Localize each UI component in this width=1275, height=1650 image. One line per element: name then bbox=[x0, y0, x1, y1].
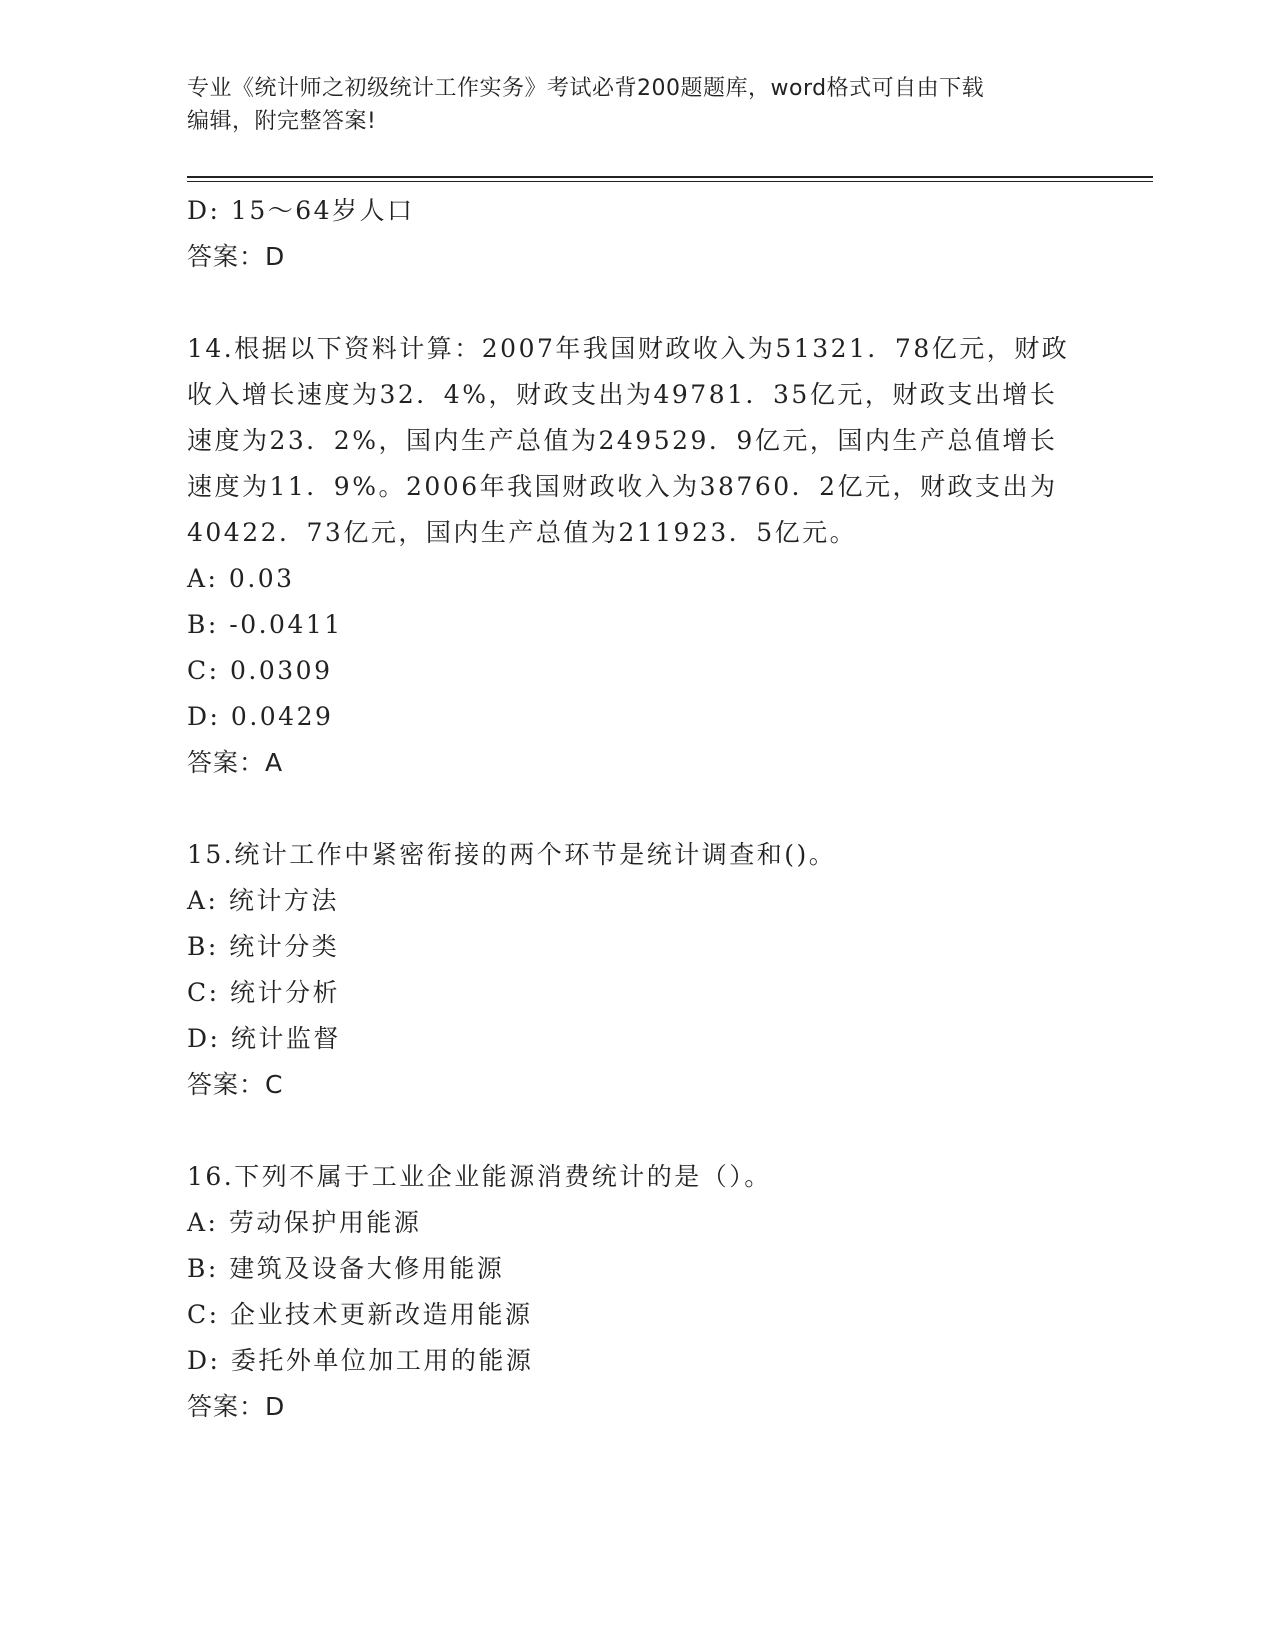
question-14 bbox=[187, 326, 1087, 786]
question-stem-line: 15.统计工作中紧密衔接的两个环节是统计调查和()。 bbox=[187, 840, 837, 869]
question-list bbox=[187, 188, 1087, 1430]
answer: 答案：A bbox=[187, 748, 284, 777]
question-stem-line: 40422．73亿元，国内生产总值为211923．5亿元。 bbox=[187, 518, 858, 547]
question-stem-line: 速度为23．2%，国内生产总值为249529．9亿元，国内生产总值增长 bbox=[187, 426, 1058, 455]
question-stem-line: 14.根据以下资料计算：2007年我国财政收入为51321．78亿元，财政 bbox=[187, 334, 1070, 363]
header-line-1: 专业《统计师之初级统计工作实务》考试必背200题题库，word格式可自由下载 bbox=[187, 76, 985, 101]
header-line-2: 编辑，附完整答案! bbox=[187, 109, 377, 134]
header-divider-thin bbox=[187, 181, 1153, 182]
option-a: A: 0.03 bbox=[187, 564, 295, 593]
header-divider-thick bbox=[187, 176, 1153, 178]
question-stem-line: 速度为11．9%。2006年我国财政收入为38760．2亿元，财政支出为 bbox=[187, 472, 1058, 501]
option-d: D: 0.0429 bbox=[187, 702, 334, 731]
option-b: B: 统计分类 bbox=[187, 932, 340, 961]
option-a: A: 统计方法 bbox=[187, 886, 339, 915]
spacer bbox=[187, 1108, 1087, 1154]
spacer bbox=[187, 280, 1087, 326]
question-stem-line: 收入增长速度为32．4%，财政支出为49781．35亿元，财政支出增长 bbox=[187, 380, 1058, 409]
option-c: C: 0.0309 bbox=[187, 656, 333, 685]
question-stem-line: 16.下列不属于工业企业能源消费统计的是（）。 bbox=[187, 1162, 772, 1191]
option-d: D: 委托外单位加工用的能源 bbox=[187, 1346, 534, 1375]
option-a: A: 劳动保护用能源 bbox=[187, 1208, 422, 1237]
spacer bbox=[187, 786, 1087, 832]
question-15 bbox=[187, 832, 1087, 1108]
question-16 bbox=[187, 1154, 1087, 1430]
answer: 答案：D bbox=[187, 242, 286, 271]
question-13-tail bbox=[187, 188, 1087, 280]
document-header bbox=[187, 72, 1067, 138]
option-d: D: 统计监督 bbox=[187, 1024, 341, 1053]
option-d: D: 15～64岁人口 bbox=[187, 196, 415, 225]
option-c: C: 企业技术更新改造用能源 bbox=[187, 1300, 533, 1329]
answer: 答案：D bbox=[187, 1392, 286, 1421]
option-b: B: 建筑及设备大修用能源 bbox=[187, 1254, 505, 1283]
answer: 答案：C bbox=[187, 1070, 284, 1099]
option-b: B: -0.0411 bbox=[187, 610, 343, 639]
option-c: C: 统计分析 bbox=[187, 978, 340, 1007]
